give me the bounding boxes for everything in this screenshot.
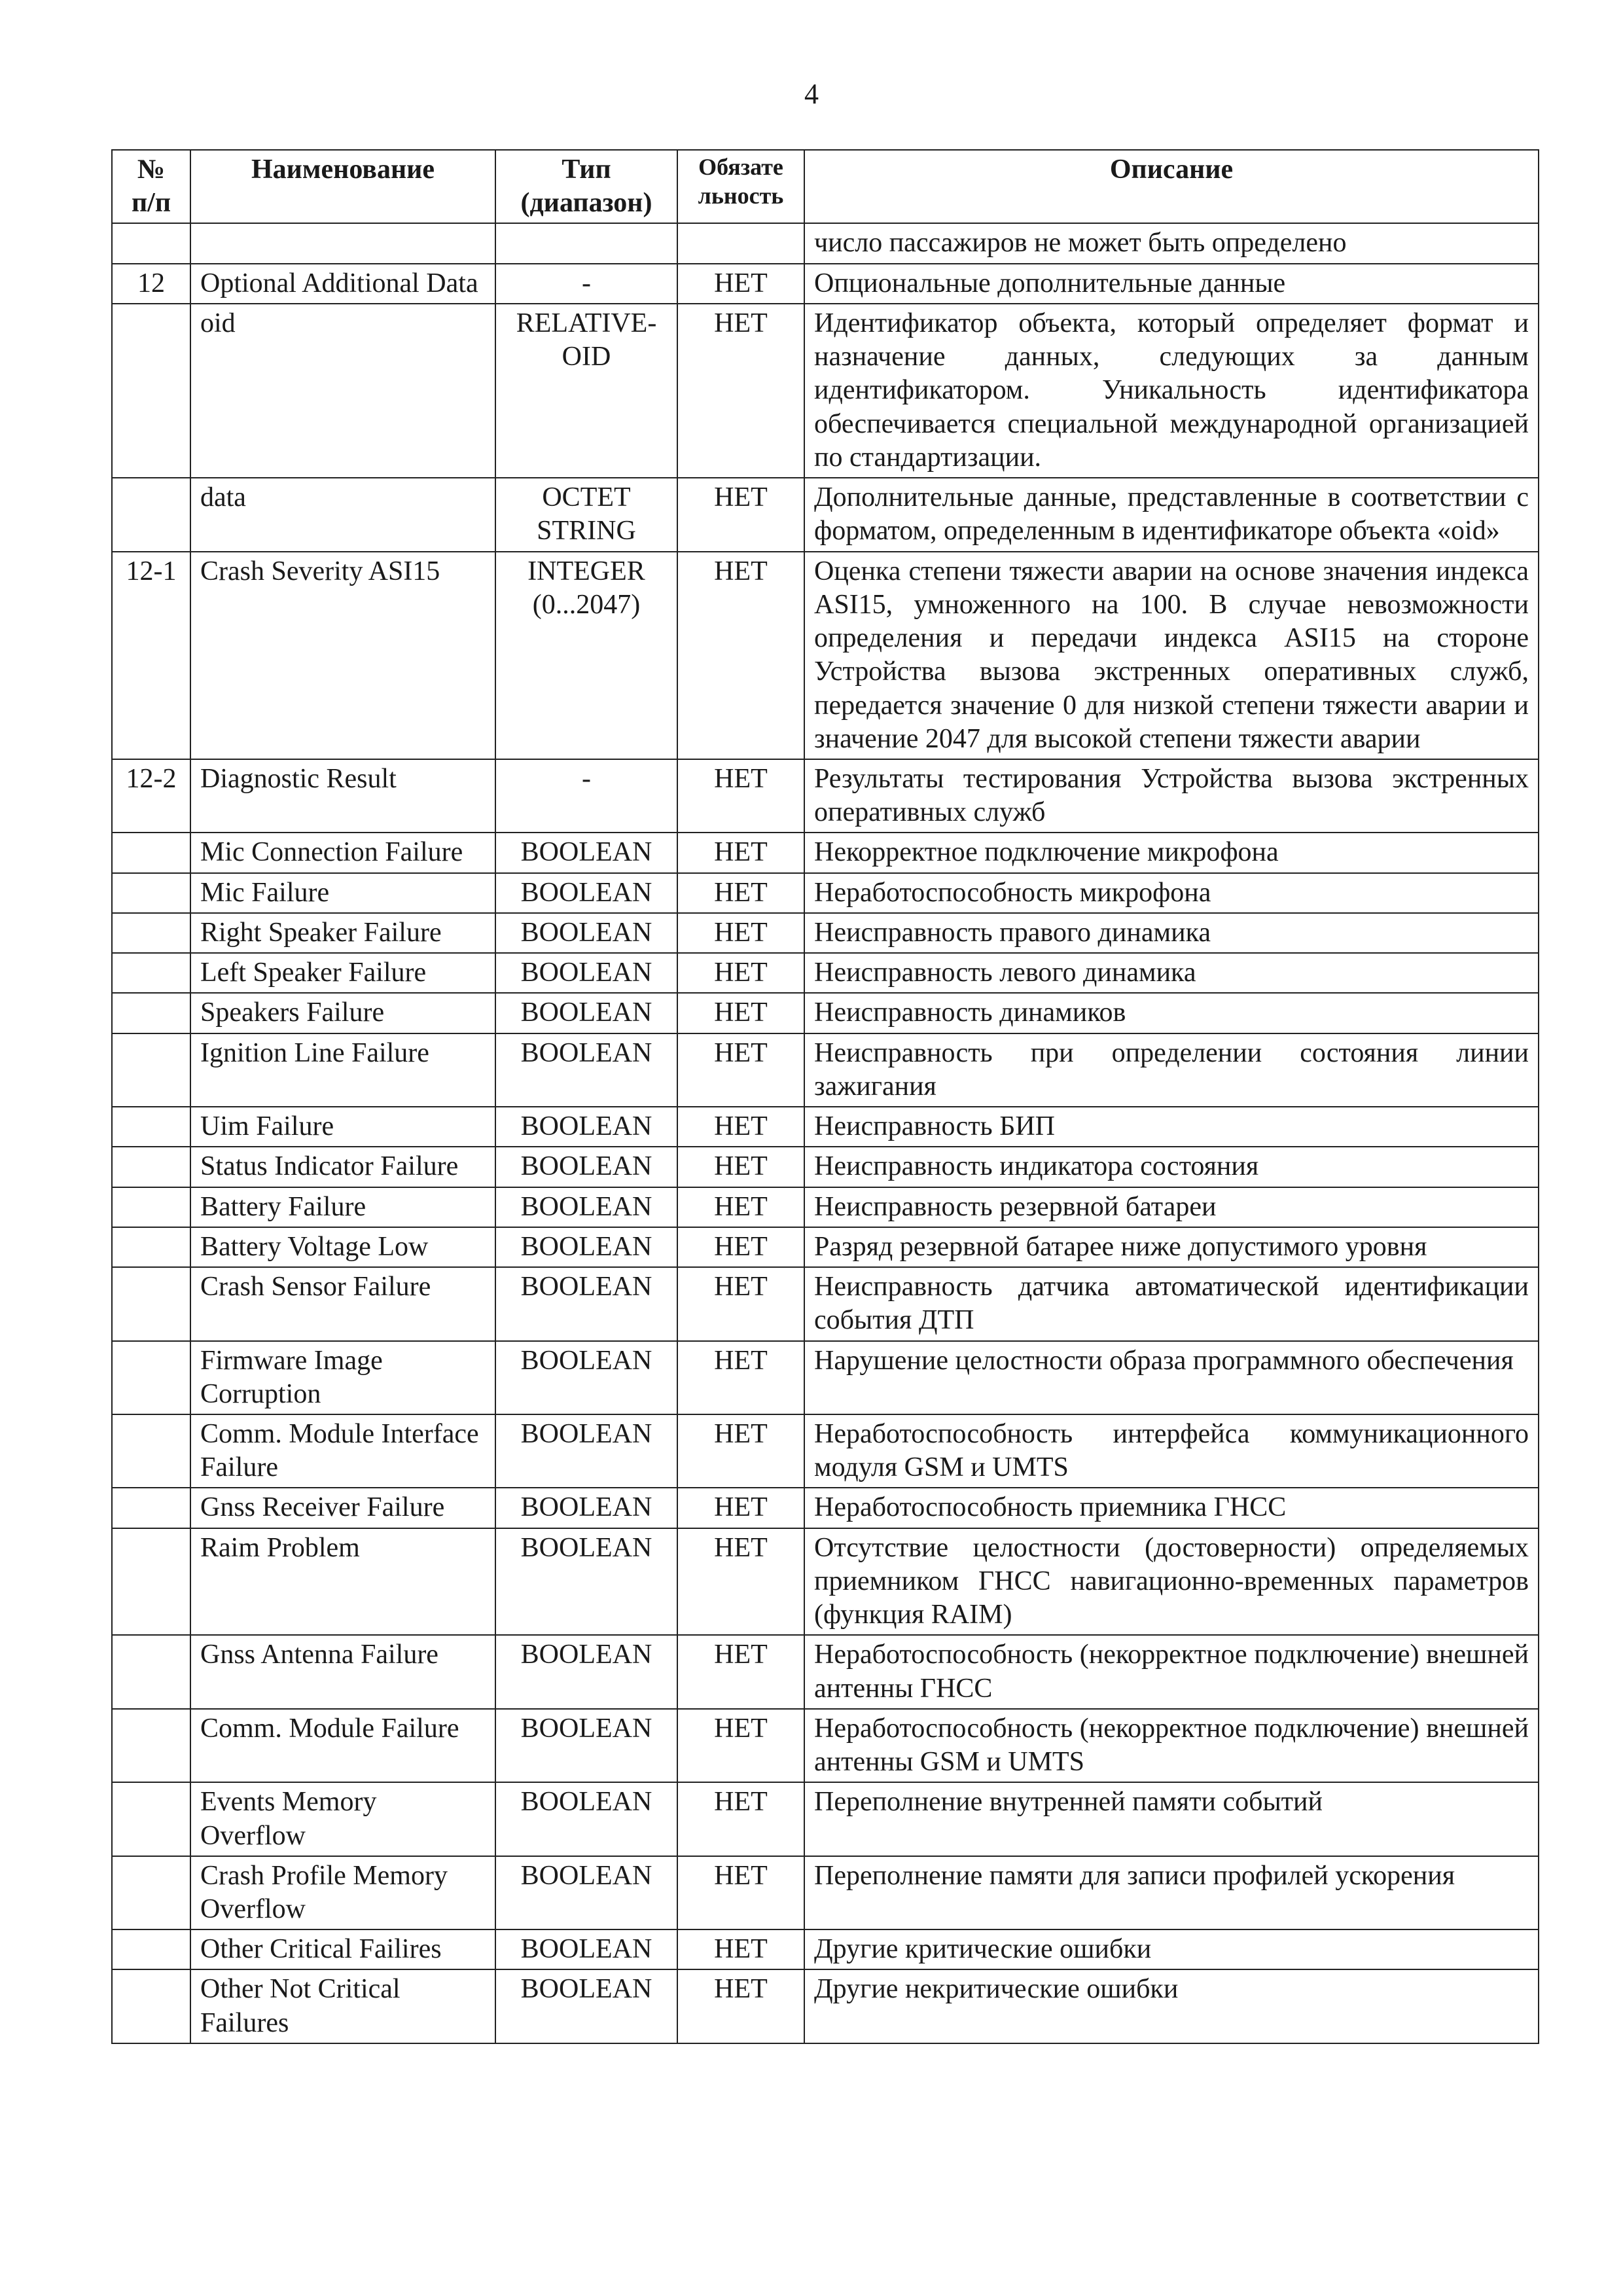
cell-num: 12 — [112, 264, 190, 304]
cell-name: Battery Failure — [190, 1187, 495, 1227]
cell-required — [677, 223, 804, 263]
table-row — [112, 833, 1539, 872]
cell-name: Crash Sensor Failure — [190, 1267, 495, 1340]
cell-required: НЕТ — [677, 478, 804, 551]
table-row — [112, 1709, 1539, 1782]
header-required-line2: льность — [698, 182, 784, 209]
cell-description: Неисправность индикатора состояния — [804, 1147, 1539, 1187]
cell-type: - — [495, 759, 677, 833]
cell-name: Left Speaker Failure — [190, 953, 495, 993]
cell-type: BOOLEAN — [495, 1187, 677, 1227]
cell-num — [112, 1969, 190, 2043]
table-row — [112, 1187, 1539, 1227]
cell-type: RELATIVE-OID — [495, 304, 677, 478]
cell-name: Comm. Module Failure — [190, 1709, 495, 1782]
cell-num — [112, 1227, 190, 1267]
cell-num — [112, 1187, 190, 1227]
table-row — [112, 1227, 1539, 1267]
cell-description: Неработоспособность (некорректное подключение) внешней антенны GSM и UMTS — [804, 1709, 1539, 1782]
cell-num — [112, 953, 190, 993]
cell-required: НЕТ — [677, 1107, 804, 1147]
cell-num: 12-1 — [112, 552, 190, 759]
header-required-line1: Обязате — [698, 154, 783, 180]
cell-name: Battery Voltage Low — [190, 1227, 495, 1267]
cell-type: BOOLEAN — [495, 953, 677, 993]
cell-name: Comm. Module Interface Failure — [190, 1414, 495, 1488]
cell-name: Firmware Image Corruption — [190, 1341, 495, 1414]
header-num-line1: № — [137, 154, 166, 185]
header-type-line1: Тип — [562, 154, 611, 185]
table-row — [112, 759, 1539, 833]
cell-name: Mic Connection Failure — [190, 833, 495, 872]
cell-type: BOOLEAN — [495, 913, 677, 953]
table-row — [112, 993, 1539, 1033]
cell-num — [112, 1488, 190, 1528]
cell-name: Raim Problem — [190, 1528, 495, 1636]
cell-required: НЕТ — [677, 873, 804, 913]
cell-num — [112, 1528, 190, 1636]
cell-num — [112, 1709, 190, 1782]
cell-required: НЕТ — [677, 1488, 804, 1528]
cell-required: НЕТ — [677, 552, 804, 759]
cell-description: Опциональные дополнительные данные — [804, 264, 1539, 304]
cell-description: Другие некритические ошибки — [804, 1969, 1539, 2043]
table-row — [112, 953, 1539, 993]
table-row — [112, 873, 1539, 913]
cell-required: НЕТ — [677, 1227, 804, 1267]
table-row — [112, 1856, 1539, 1929]
cell-name: Optional Additional Data — [190, 264, 495, 304]
cell-name: Events Memory Overflow — [190, 1782, 495, 1856]
cell-required: НЕТ — [677, 1147, 804, 1187]
cell-type: BOOLEAN — [495, 1341, 677, 1414]
cell-num — [112, 1635, 190, 1708]
cell-type: BOOLEAN — [495, 1782, 677, 1856]
cell-num — [112, 1782, 190, 1856]
cell-num — [112, 833, 190, 872]
table-row — [112, 223, 1539, 263]
cell-description: Отсутствие целостности (достоверности) определяемых приемником ГНСС навигационно-временных параметров (функция RAIM) — [804, 1528, 1539, 1636]
table-header-row — [112, 150, 1539, 223]
cell-description: число пассажиров не может быть определено — [804, 223, 1539, 263]
cell-description: Идентификатор объекта, который определяет формат и назначение данных, следующих за данным идентификатором. Уникальность идентификатора обеспечивается специальной международной организацией по стандартизации. — [804, 304, 1539, 478]
table-row — [112, 1033, 1539, 1107]
cell-type: BOOLEAN — [495, 1107, 677, 1147]
cell-required: НЕТ — [677, 1782, 804, 1856]
cell-required: НЕТ — [677, 304, 804, 478]
cell-description: Неисправность датчика автоматической идентификации события ДТП — [804, 1267, 1539, 1340]
cell-num — [112, 1107, 190, 1147]
page-number: 4 — [804, 78, 819, 110]
cell-type: - — [495, 264, 677, 304]
cell-required: НЕТ — [677, 1709, 804, 1782]
cell-name: Ignition Line Failure — [190, 1033, 495, 1107]
cell-name: Speakers Failure — [190, 993, 495, 1033]
table-row — [112, 913, 1539, 953]
cell-description: Неисправность резервной батареи — [804, 1187, 1539, 1227]
cell-name: Other Critical Failires — [190, 1929, 495, 1969]
cell-name: Diagnostic Result — [190, 759, 495, 833]
cell-required: НЕТ — [677, 993, 804, 1033]
cell-required: НЕТ — [677, 264, 804, 304]
cell-description: Неисправность правого динамика — [804, 913, 1539, 953]
cell-description: Переполнение памяти для записи профилей ускорения — [804, 1856, 1539, 1929]
cell-type: BOOLEAN — [495, 993, 677, 1033]
cell-num — [112, 1147, 190, 1187]
cell-required: НЕТ — [677, 1528, 804, 1636]
cell-type: BOOLEAN — [495, 1635, 677, 1708]
header-name: Наименование — [190, 150, 495, 223]
cell-num — [112, 993, 190, 1033]
cell-required: НЕТ — [677, 1856, 804, 1929]
table-row — [112, 1267, 1539, 1340]
cell-required: НЕТ — [677, 1969, 804, 2043]
header-description: Описание — [804, 150, 1539, 223]
cell-required: НЕТ — [677, 1929, 804, 1969]
cell-num — [112, 1856, 190, 1929]
cell-num — [112, 873, 190, 913]
cell-type — [495, 223, 677, 263]
cell-type: OCTET STRING — [495, 478, 677, 551]
cell-description: Неработоспособность микрофона — [804, 873, 1539, 913]
cell-required: НЕТ — [677, 1341, 804, 1414]
cell-description: Неработоспособность (некорректное подключение) внешней антенны ГНСС — [804, 1635, 1539, 1708]
header-num-line2: п/п — [131, 188, 171, 219]
cell-description: Неисправность динамиков — [804, 993, 1539, 1033]
cell-required: НЕТ — [677, 1267, 804, 1340]
table-row — [112, 1414, 1539, 1488]
cell-name: Other Not Critical Failures — [190, 1969, 495, 2043]
cell-required: НЕТ — [677, 1635, 804, 1708]
cell-type: BOOLEAN — [495, 873, 677, 913]
header-num — [112, 150, 190, 223]
cell-num — [112, 304, 190, 478]
cell-description: Некорректное подключение микрофона — [804, 833, 1539, 872]
cell-num — [112, 223, 190, 263]
cell-type: BOOLEAN — [495, 1147, 677, 1187]
header-type-line2: (диапазон) — [520, 188, 652, 219]
cell-required: НЕТ — [677, 1414, 804, 1488]
cell-type: BOOLEAN — [495, 1528, 677, 1636]
cell-type: BOOLEAN — [495, 1969, 677, 2043]
cell-description: Неисправность левого динамика — [804, 953, 1539, 993]
header-type — [495, 150, 677, 223]
cell-description: Неработоспособность интерфейса коммуникационного модуля GSM и UMTS — [804, 1414, 1539, 1488]
cell-required: НЕТ — [677, 1033, 804, 1107]
cell-required: НЕТ — [677, 953, 804, 993]
cell-description: Результаты тестирования Устройства вызова экстренных оперативных служб — [804, 759, 1539, 833]
cell-name: Gnss Antenna Failure — [190, 1635, 495, 1708]
cell-type: BOOLEAN — [495, 1929, 677, 1969]
table-body — [112, 223, 1539, 2043]
cell-required: НЕТ — [677, 913, 804, 953]
cell-required: НЕТ — [677, 1187, 804, 1227]
table-row — [112, 1782, 1539, 1856]
table-row — [112, 1147, 1539, 1187]
table-row — [112, 1635, 1539, 1708]
cell-num — [112, 1267, 190, 1340]
cell-num — [112, 913, 190, 953]
cell-type: BOOLEAN — [495, 1709, 677, 1782]
cell-type: BOOLEAN — [495, 1267, 677, 1340]
cell-required: НЕТ — [677, 759, 804, 833]
cell-type: BOOLEAN — [495, 1856, 677, 1929]
cell-name: Mic Failure — [190, 873, 495, 913]
table-row — [112, 1969, 1539, 2043]
cell-name: Crash Profile Memory Overflow — [190, 1856, 495, 1929]
cell-type: BOOLEAN — [495, 1414, 677, 1488]
cell-name: Right Speaker Failure — [190, 913, 495, 953]
table-row — [112, 1528, 1539, 1636]
cell-name: Gnss Receiver Failure — [190, 1488, 495, 1528]
cell-description: Неработоспособность приемника ГНСС — [804, 1488, 1539, 1528]
cell-required: НЕТ — [677, 833, 804, 872]
cell-description: Разряд резервной батарее ниже допустимого уровня — [804, 1227, 1539, 1267]
table-row — [112, 1341, 1539, 1414]
cell-description: Неисправность БИП — [804, 1107, 1539, 1147]
cell-num — [112, 1033, 190, 1107]
cell-type: BOOLEAN — [495, 1227, 677, 1267]
cell-num — [112, 1929, 190, 1969]
cell-type: BOOLEAN — [495, 833, 677, 872]
cell-name: Crash Severity ASI15 — [190, 552, 495, 759]
cell-description: Оценка степени тяжести аварии на основе значения индекса ASI15, умноженного на 100. В случае невозможности определения и передачи индекса ASI15 на стороне Устройства вызова экстренных оперативных служб, передается значение 0 для низкой степени тяжести аварии и значение 2047 для высокой степени тяжести аварии — [804, 552, 1539, 759]
spec-table — [111, 149, 1539, 2044]
cell-type: BOOLEAN — [495, 1033, 677, 1107]
cell-num — [112, 1414, 190, 1488]
cell-description: Дополнительные данные, представленные в соответствии с форматом, определенным в идентификаторе объекта «oid» — [804, 478, 1539, 551]
cell-num — [112, 1341, 190, 1414]
cell-name — [190, 223, 495, 263]
cell-name: data — [190, 478, 495, 551]
table-row — [112, 1107, 1539, 1147]
cell-type: INTEGER (0...2047) — [495, 552, 677, 759]
cell-description: Другие критические ошибки — [804, 1929, 1539, 1969]
table-row — [112, 304, 1539, 478]
cell-description: Неисправность при определении состояния линии зажигания — [804, 1033, 1539, 1107]
table-row — [112, 478, 1539, 551]
cell-description: Переполнение внутренней памяти событий — [804, 1782, 1539, 1856]
table-row — [112, 1488, 1539, 1528]
cell-name: Uim Failure — [190, 1107, 495, 1147]
cell-description: Нарушение целостности образа программного обеспечения — [804, 1341, 1539, 1414]
cell-num: 12-2 — [112, 759, 190, 833]
cell-type: BOOLEAN — [495, 1488, 677, 1528]
cell-name: Status Indicator Failure — [190, 1147, 495, 1187]
table-row — [112, 264, 1539, 304]
table-row — [112, 1929, 1539, 1969]
cell-num — [112, 478, 190, 551]
cell-name: oid — [190, 304, 495, 478]
table-row — [112, 552, 1539, 759]
header-required — [677, 150, 804, 223]
